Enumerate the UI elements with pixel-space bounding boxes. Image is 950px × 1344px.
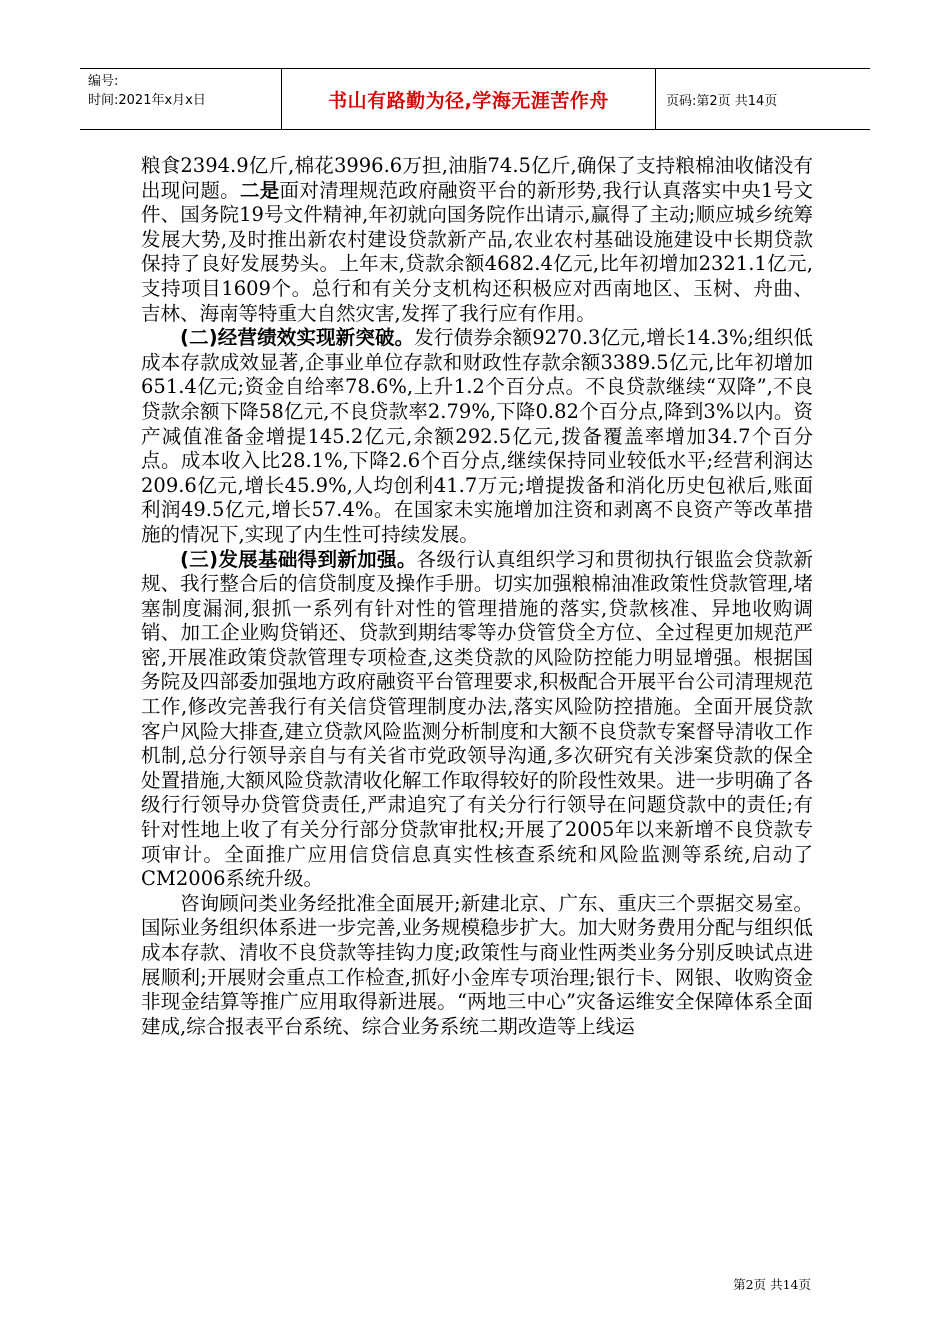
header-motto: 书山有路勤为径,学海无涯苦作舟 [282, 69, 656, 129]
paragraph-3-heading: (三)发展基础得到新加强。 [180, 547, 417, 571]
paragraph-1-text: 粮食2394.9亿斤,棉花3996.6万担,油脂74.5亿斤,确保了支持粮棉油收储没有出现问题。 [141, 154, 813, 202]
page-header [80, 68, 870, 130]
document-time-label: 时间:2021年x月x日 [88, 93, 206, 108]
header-page-number: 页码:第2页 共14页 [666, 93, 778, 109]
paragraph-1-rest: 面对清理规范政府融资平台的新形势,我行认真落实中央1号文件、国务院19号文件精神,年初就向国务院作出请示,赢得了主动;顺应城乡统筹发展大势,及时推出新农村建设贷款新产品,农业农村基础设施建设中长期贷款保持了良好发展势头。上年末,贷款余额4682.4亿元,比年初增加2321.1亿元,支持项目1609个。总行和有关分支机构还积极应对西南地区、玉树、舟曲、吉林、海南等特重大自然灾害,发挥了我行应有作用。 [141, 178, 813, 325]
page-footer: 第2页 共14页 [733, 1277, 811, 1292]
paragraph-2-text: 发行债券余额9270.3亿元,增长14.3%;组织低成本存款成效显著,企事业单位存款和财政性存款余额3389.5亿元,比年初增加651.4亿元;资金自给率78.6%,上升1.2个百分点。不良贷款继续“双降”,不良贷款余额下降58亿元,不良贷款率2.79%,下降0.82个百分点,降到3%以内。资产减值准备金增提145.2亿元,余额292.5亿元,拨备覆盖率增加34.7个百分点。成本收入比28.1%,下降2.6个百分点,继续保持同业较低水平;经营利润达209.6亿元,增长45.9%,人均创利41.7万元;增提拨备和消化历史包袱后,账面利润49.5亿元,增长57.4%。在国家未实施增加注资和剥离不良资产等改革措施的情况下,实现了内生性可持续发展。 [141, 326, 814, 546]
paragraph-4: 咨询顾问类业务经批准全面展开;新建北京、广东、重庆三个票据交易室。国际业务组织体系进一步完善,业务规模稳步扩大。加大财务费用分配与组织低成本存款、清收不良贷款等挂钩力度;政策性与商业性两类业务分别反映试点进展顺利;开展财会重点工作检查,抓好小金库专项治理;银行卡、网银、收购资金非现金结算等推广应用取得新进展。“两地三中心”灾备运维安全保障体系全面建成,综合报表平台系统、综合业务系统二期改造等上线运 [141, 891, 813, 1038]
paragraph-3-text: 各级行认真组织学习和贯彻执行银监会贷款新规、我行整合后的信贷制度及操作手册。切实加强粮棉油准政策性贷款管理,堵塞制度漏洞,狠抓一系列有针对性的管理措施的落实,贷款核准、异地收购调销、加工企业购贷销还、贷款到期结零等办贷管贷全方位、全过程更加规范严密,开展准政策贷款管理专项检查,这类贷款的风险防控能力明显增强。根据国务院及四部委加强地方政府融资平台管理要求,积极配合开展平台公司清理规范工作,修改完善我行有关信贷管理制度办法,落实风险防控措施。全面开展贷款客户风险大排查,建立贷款风险监测分析制度和大额不良贷款专案督导清收工作机制,总分行领导亲自与有关省市党政领导沟通,多次研究有关涉案贷款的保全处置措施,大额风险贷款清收化解工作取得较好的阶段性效果。进一步明确了各级行行领导办贷管贷责任,严肃追究了有关分行行领导在问题贷款中的责任;有针对性地上收了有关分行部分贷款审批权;开展了2005年以来新增不良贷款专项审计。全面推广应用信贷信息真实性核查系统和风险监测等系统,启动了CM2006系统升级。 [141, 547, 813, 891]
document-body [141, 154, 813, 1039]
header-meta [80, 69, 282, 129]
paragraph-1 [141, 154, 813, 326]
document-number-label: 编号: [88, 74, 119, 89]
paragraph-2-heading: (二)经营绩效实现新突破。 [180, 326, 415, 350]
paragraph-2 [141, 326, 813, 547]
paragraph-3 [141, 548, 813, 892]
paragraph-1-bold: 二是 [239, 178, 280, 202]
